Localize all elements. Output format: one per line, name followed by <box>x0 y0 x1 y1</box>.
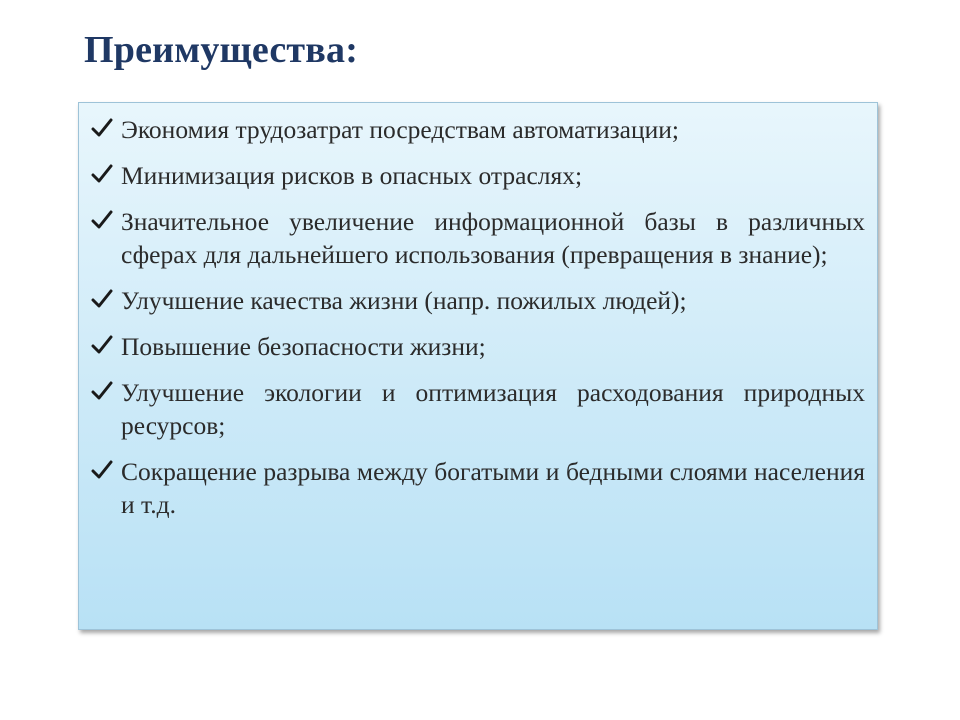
list-item <box>91 455 865 521</box>
advantages-list <box>91 113 865 521</box>
list-item-text: Улучшение экологии и оптимизация расходования природных ресурсов; <box>121 378 865 440</box>
check-icon <box>91 288 113 310</box>
list-item-text: Значительное увеличение информационной базы в различных сферах для дальнейшего использования (превращения в знание); <box>121 207 865 269</box>
list-item-text: Сокращение разрыва между богатыми и бедными слоями населения и т.д. <box>121 457 865 519</box>
slide-title: Преимущества: <box>84 29 359 71</box>
content-box <box>78 102 878 630</box>
list-item <box>91 159 865 192</box>
check-icon <box>91 163 113 185</box>
list-item <box>91 376 865 442</box>
check-icon <box>91 117 113 139</box>
list-item-text: Повышение безопасности жизни; <box>121 332 486 361</box>
check-icon <box>91 380 113 402</box>
list-item-text: Улучшение качества жизни (напр. пожилых людей); <box>121 286 687 315</box>
check-icon <box>91 334 113 356</box>
list-item <box>91 330 865 363</box>
list-item <box>91 113 865 146</box>
list-item-text: Экономия трудозатрат посредствам автоматизации; <box>121 115 679 144</box>
list-item <box>91 284 865 317</box>
check-icon <box>91 209 113 231</box>
list-item-text: Минимизация рисков в опасных отраслях; <box>121 161 583 190</box>
list-item <box>91 205 865 271</box>
check-icon <box>91 459 113 481</box>
